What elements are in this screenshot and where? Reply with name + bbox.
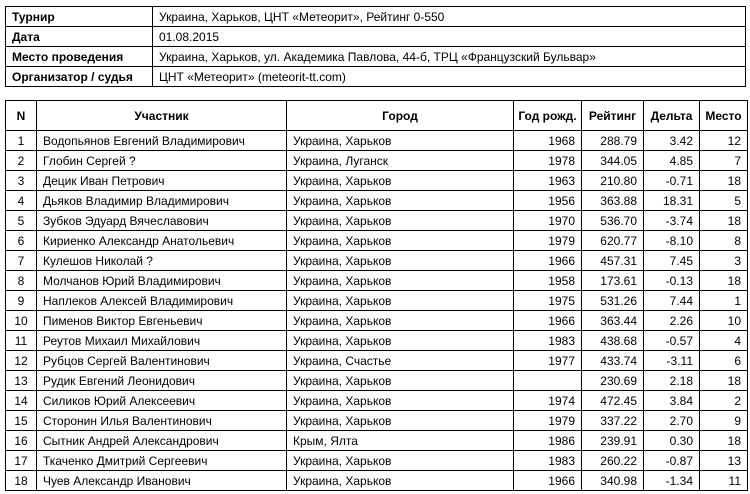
cell-place: 8 xyxy=(700,231,748,251)
table-row xyxy=(6,311,748,331)
cell-number: 7 xyxy=(6,251,37,271)
info-label: Турнир xyxy=(6,7,153,27)
cell-number: 3 xyxy=(6,171,37,191)
cell-rating: 288.79 xyxy=(582,131,644,151)
table-row xyxy=(6,191,748,211)
cell-place: 18 xyxy=(700,431,748,451)
table-row xyxy=(6,471,748,491)
table-row xyxy=(6,171,748,191)
cell-participant: Молчанов Юрий Владимирович xyxy=(37,271,287,291)
cell-city: Украина, Харьков xyxy=(287,191,514,211)
cell-delta: 3.42 xyxy=(644,131,700,151)
cell-rating: 230.69 xyxy=(582,371,644,391)
col-header-rating: Рейтинг xyxy=(582,101,644,131)
col-header-city: Город xyxy=(287,101,514,131)
cell-participant: Пименов Виктор Евгеньевич xyxy=(37,311,287,331)
cell-city: Украина, Харьков xyxy=(287,231,514,251)
cell-birth-year: 1983 xyxy=(514,451,582,471)
cell-delta: -8.10 xyxy=(644,231,700,251)
cell-city: Украина, Луганск xyxy=(287,151,514,171)
cell-place: 12 xyxy=(700,131,748,151)
cell-birth-year: 1966 xyxy=(514,251,582,271)
cell-rating: 363.88 xyxy=(582,191,644,211)
cell-place: 2 xyxy=(700,391,748,411)
cell-place: 4 xyxy=(700,331,748,351)
info-label: Дата xyxy=(6,27,153,47)
cell-participant: Децик Иван Петрович xyxy=(37,171,287,191)
cell-rating: 173.61 xyxy=(582,271,644,291)
cell-rating: 340.98 xyxy=(582,471,644,491)
cell-participant: Ткаченко Дмитрий Сергеевич xyxy=(37,451,287,471)
cell-number: 16 xyxy=(6,431,37,451)
cell-delta: -3.74 xyxy=(644,211,700,231)
cell-birth-year: 1974 xyxy=(514,391,582,411)
cell-participant: Рудик Евгений Леонидович xyxy=(37,371,287,391)
cell-delta: -0.13 xyxy=(644,271,700,291)
cell-number: 11 xyxy=(6,331,37,351)
table-row xyxy=(6,131,748,151)
cell-delta: -0.87 xyxy=(644,451,700,471)
cell-number: 15 xyxy=(6,411,37,431)
cell-participant: Рубцов Сергей Валентинович xyxy=(37,351,287,371)
cell-number: 12 xyxy=(6,351,37,371)
cell-birth-year: 1966 xyxy=(514,311,582,331)
table-row xyxy=(6,391,748,411)
cell-number: 18 xyxy=(6,471,37,491)
cell-number: 8 xyxy=(6,271,37,291)
cell-number: 9 xyxy=(6,291,37,311)
table-row xyxy=(6,271,748,291)
cell-rating: 210.80 xyxy=(582,171,644,191)
cell-rating: 472.45 xyxy=(582,391,644,411)
cell-delta: 3.84 xyxy=(644,391,700,411)
cell-birth-year: 1977 xyxy=(514,351,582,371)
cell-delta: 7.44 xyxy=(644,291,700,311)
table-row xyxy=(6,351,748,371)
cell-birth-year: 1970 xyxy=(514,211,582,231)
cell-number: 5 xyxy=(6,211,37,231)
cell-delta: 2.18 xyxy=(644,371,700,391)
cell-participant: Глобин Сергей ? xyxy=(37,151,287,171)
info-row xyxy=(6,47,746,67)
cell-birth-year: 1958 xyxy=(514,271,582,291)
cell-birth-year: 1963 xyxy=(514,171,582,191)
cell-place: 18 xyxy=(700,371,748,391)
cell-delta: -0.57 xyxy=(644,331,700,351)
cell-participant: Реутов Михаил Михайлович xyxy=(37,331,287,351)
cell-rating: 438.68 xyxy=(582,331,644,351)
cell-rating: 531.26 xyxy=(582,291,644,311)
col-header-delta: Дельта xyxy=(644,101,700,131)
table-row xyxy=(6,451,748,471)
col-header-birth-year: Год рожд. xyxy=(514,101,582,131)
cell-delta: -0.71 xyxy=(644,171,700,191)
cell-number: 6 xyxy=(6,231,37,251)
cell-delta: 4.85 xyxy=(644,151,700,171)
cell-number: 14 xyxy=(6,391,37,411)
cell-city: Украина, Харьков xyxy=(287,331,514,351)
cell-number: 10 xyxy=(6,311,37,331)
cell-participant: Кириенко Александр Анатольевич xyxy=(37,231,287,251)
cell-rating: 620.77 xyxy=(582,231,644,251)
cell-city: Украина, Харьков xyxy=(287,391,514,411)
cell-place: 11 xyxy=(700,471,748,491)
cell-place: 18 xyxy=(700,271,748,291)
cell-city: Украина, Харьков xyxy=(287,251,514,271)
info-row xyxy=(6,7,746,27)
col-header-number: N xyxy=(6,101,37,131)
cell-rating: 363.44 xyxy=(582,311,644,331)
cell-delta: 2.70 xyxy=(644,411,700,431)
table-row xyxy=(6,331,748,351)
cell-number: 17 xyxy=(6,451,37,471)
table-row xyxy=(6,291,748,311)
info-label: Место проведения xyxy=(6,47,153,67)
cell-rating: 260.22 xyxy=(582,451,644,471)
cell-city: Украина, Харьков xyxy=(287,471,514,491)
cell-birth-year xyxy=(514,371,582,391)
cell-city: Украина, Харьков xyxy=(287,411,514,431)
cell-birth-year: 1968 xyxy=(514,131,582,151)
cell-place: 10 xyxy=(700,311,748,331)
cell-participant: Водопьянов Евгений Владимирович xyxy=(37,131,287,151)
cell-city: Украина, Харьков xyxy=(287,211,514,231)
cell-birth-year: 1986 xyxy=(514,431,582,451)
results-table xyxy=(5,100,748,491)
cell-place: 6 xyxy=(700,351,748,371)
table-row xyxy=(6,251,748,271)
cell-place: 3 xyxy=(700,251,748,271)
cell-delta: 2.26 xyxy=(644,311,700,331)
cell-participant: Сторонин Илья Валентинович xyxy=(37,411,287,431)
cell-city: Украина, Харьков xyxy=(287,371,514,391)
cell-city: Украина, Счастье xyxy=(287,351,514,371)
col-header-participant: Участник xyxy=(37,101,287,131)
cell-participant: Сытник Андрей Александрович xyxy=(37,431,287,451)
cell-birth-year: 1979 xyxy=(514,411,582,431)
table-row xyxy=(6,431,748,451)
cell-number: 4 xyxy=(6,191,37,211)
cell-birth-year: 1979 xyxy=(514,231,582,251)
table-row xyxy=(6,211,748,231)
cell-delta: 7.45 xyxy=(644,251,700,271)
info-row xyxy=(6,27,746,47)
cell-delta: 18.31 xyxy=(644,191,700,211)
cell-rating: 536.70 xyxy=(582,211,644,231)
info-row xyxy=(6,67,746,87)
cell-delta: -1.34 xyxy=(644,471,700,491)
cell-city: Крым, Ялта xyxy=(287,431,514,451)
cell-birth-year: 1983 xyxy=(514,331,582,351)
cell-number: 1 xyxy=(6,131,37,151)
cell-place: 7 xyxy=(700,151,748,171)
cell-birth-year: 1956 xyxy=(514,191,582,211)
tournament-info-table xyxy=(5,6,746,87)
cell-place: 5 xyxy=(700,191,748,211)
cell-city: Украина, Харьков xyxy=(287,131,514,151)
cell-rating: 344.05 xyxy=(582,151,644,171)
cell-rating: 433.74 xyxy=(582,351,644,371)
cell-participant: Наплеков Алексей Владимирович xyxy=(37,291,287,311)
table-row xyxy=(6,411,748,431)
cell-city: Украина, Харьков xyxy=(287,271,514,291)
cell-rating: 239.91 xyxy=(582,431,644,451)
cell-birth-year: 1975 xyxy=(514,291,582,311)
cell-participant: Зубков Эдуард Вячеславович xyxy=(37,211,287,231)
cell-birth-year: 1966 xyxy=(514,471,582,491)
cell-rating: 457.31 xyxy=(582,251,644,271)
cell-participant: Кулешов Николай ? xyxy=(37,251,287,271)
cell-city: Украина, Харьков xyxy=(287,311,514,331)
cell-city: Украина, Харьков xyxy=(287,291,514,311)
cell-participant: Чуев Александр Иванович xyxy=(37,471,287,491)
col-header-place: Место xyxy=(700,101,748,131)
info-label: Организатор / судья xyxy=(6,67,153,87)
cell-rating: 337.22 xyxy=(582,411,644,431)
cell-delta: -3.11 xyxy=(644,351,700,371)
info-value: ЦНТ «Метеорит» (meteorit-tt.com) xyxy=(153,67,746,87)
cell-place: 18 xyxy=(700,211,748,231)
info-value: Украина, Харьков, ул. Академика Павлова, 44-б, ТРЦ «Французский Бульвар» xyxy=(153,47,746,67)
cell-number: 2 xyxy=(6,151,37,171)
table-row xyxy=(6,231,748,251)
cell-place: 13 xyxy=(700,451,748,471)
table-header-row xyxy=(6,101,748,131)
info-value: Украина, Харьков, ЦНТ «Метеорит», Рейтинг 0-550 xyxy=(153,7,746,27)
cell-place: 18 xyxy=(700,171,748,191)
cell-city: Украина, Харьков xyxy=(287,451,514,471)
cell-delta: 0.30 xyxy=(644,431,700,451)
cell-city: Украина, Харьков xyxy=(287,171,514,191)
cell-number: 13 xyxy=(6,371,37,391)
table-row xyxy=(6,371,748,391)
cell-participant: Дьяков Владимир Владимирович xyxy=(37,191,287,211)
info-value: 01.08.2015 xyxy=(153,27,746,47)
table-row xyxy=(6,151,748,171)
cell-place: 9 xyxy=(700,411,748,431)
cell-participant: Силиков Юрий Алексеевич xyxy=(37,391,287,411)
cell-place: 1 xyxy=(700,291,748,311)
cell-birth-year: 1978 xyxy=(514,151,582,171)
